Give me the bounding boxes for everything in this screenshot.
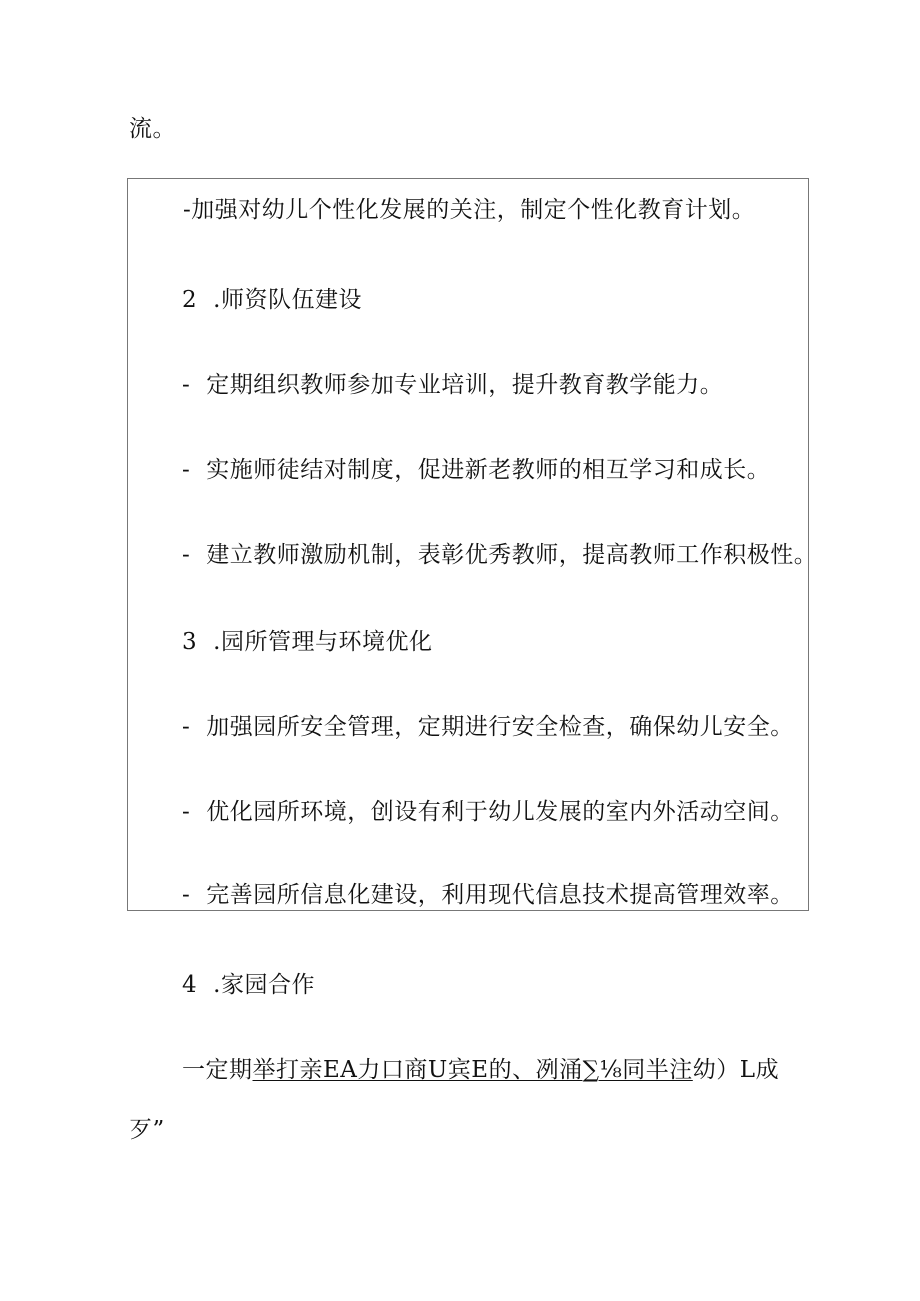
- item-2a-text: 定期组织教师参加专业培训，提升教育教学能力。: [206, 372, 724, 398]
- top-fragment: 流。: [129, 116, 176, 142]
- item-2b: [182, 455, 770, 485]
- item-3a-text: 加强园所安全管理，定期进行安全检查，确保幼儿安全。: [206, 714, 794, 740]
- bullet-dash: -: [182, 799, 191, 825]
- garbled-paragraph-line-2: 歹”: [129, 1117, 165, 1143]
- item-2c-text: 建立教师激励机制，表彰优秀教师，提高教师工作积极性。: [206, 542, 818, 568]
- bullet-dash: -: [182, 542, 191, 568]
- garbled-prefix: 一定期: [182, 1057, 253, 1083]
- garbled-underlined: 举打亲EA力口商U宾E的、冽涌∑⅛同半注: [252, 1057, 693, 1083]
- item-3c-text: 完善园所信息化建设，利用现代信息技术提高管理效率。: [206, 882, 794, 908]
- section-2-heading: [182, 285, 362, 315]
- section-4-heading: [182, 970, 315, 1000]
- section-4-number: 4: [182, 972, 198, 998]
- bullet-dash: -: [182, 457, 191, 483]
- section-3-title: .园所管理与环境优化: [213, 629, 433, 655]
- item-3b-text: 优化园所环境，创设有利于幼儿发展的室内外活动空间。: [206, 799, 794, 825]
- box-line-1: -加强对幼儿个性化发展的关注，制定个性化教育计划。: [183, 197, 756, 223]
- section-2-title: .师资队伍建设: [213, 287, 362, 313]
- item-2b-text: 实施师徒结对制度，促进新老教师的相互学习和成长。: [206, 457, 771, 483]
- garbled-paragraph-line-1: [182, 1055, 779, 1085]
- bullet-dash: -: [182, 714, 191, 740]
- section-2-number: 2: [182, 287, 198, 313]
- item-3a: [182, 712, 794, 742]
- bullet-dash: -: [182, 882, 191, 908]
- item-3b: [182, 797, 794, 827]
- section-3-heading: [182, 627, 432, 657]
- item-2c: [182, 540, 817, 570]
- item-3c: [182, 880, 794, 910]
- section-4-title: .家园合作: [213, 972, 315, 998]
- section-3-number: 3: [182, 629, 198, 655]
- garbled-suffix: 幼）L成: [692, 1057, 780, 1083]
- item-2a: [182, 370, 723, 400]
- bullet-dash: -: [182, 372, 191, 398]
